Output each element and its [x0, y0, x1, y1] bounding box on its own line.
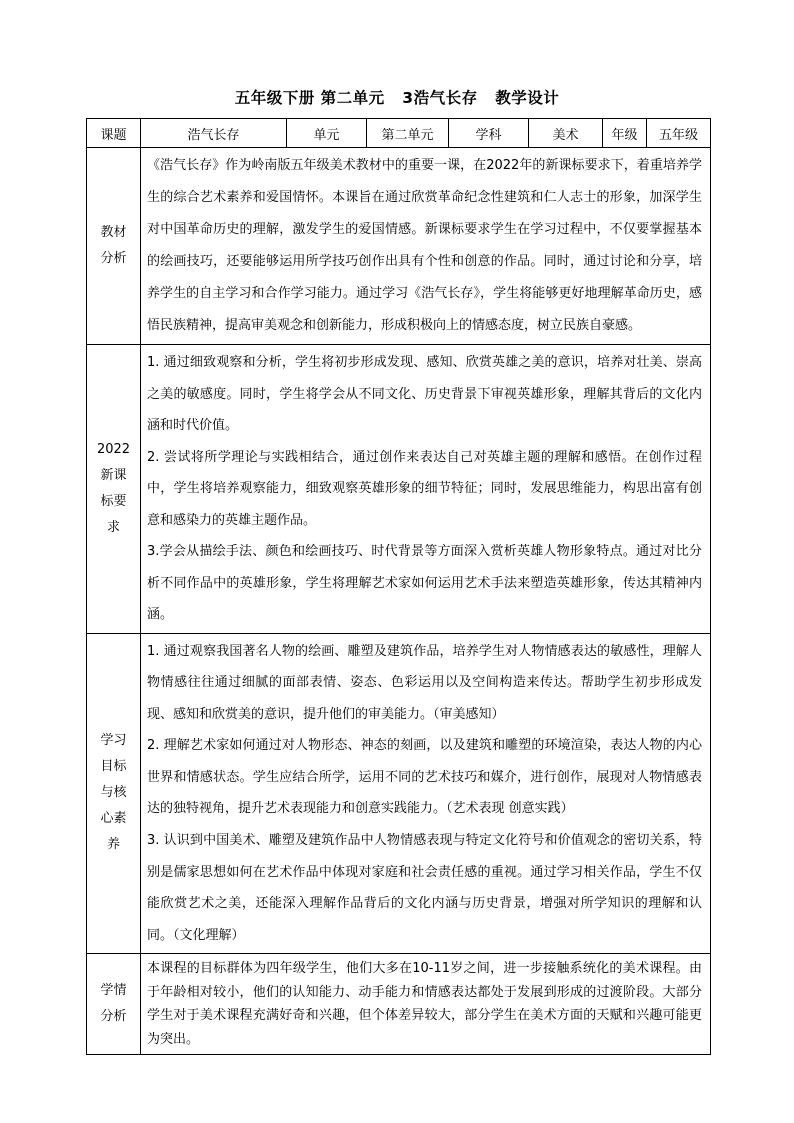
learner-analysis-row [87, 954, 711, 1055]
learner-analysis-label: 学情 分析 [87, 954, 141, 1055]
standards-content: 1. 通过细致观察和分析，学生将初步形成发现、感知、欣赏英雄之美的意识，培养对壮美、崇高之美的敏感度。同时，学生将学会从不同文化、历史背景下审视英雄形象，理解其背后的文化内涵和时代价值。 2. 尝试将所学理论与实践相结合，通过创作来表达自己对英雄主题的理解和感悟。在创作过程中，学生将培养观察能力，细致观察英雄形象的细节特征；同时，发展思维能力，构思出富有创意和感染力的英雄主题作品。 3.学会从描绘手法、颜色和绘画技巧、时代背景等方面深入赏析英雄人物形象特点。通过对比分析不同作品中的英雄形象，学生将理解艺术家如何运用艺术手法来塑造英雄形象，传达其精神内涵。 [141, 345, 711, 634]
objectives-label: 学习 目标 与核 心素 养 [87, 633, 141, 954]
header-row [87, 119, 711, 148]
standards-row [87, 345, 711, 634]
subject-label: 学科 [449, 119, 529, 148]
course-value: 浩气长存 [141, 119, 287, 148]
objectives-row [87, 633, 711, 954]
objectives-content: 1. 通过观察我国著名人物的绘画、雕塑及建筑作品，培养学生对人物情感表达的敏感性，理解人物情感往往通过细腻的面部表情、姿态、色彩运用以及空间构造来传达。帮助学生初步形成发现、感知和欣赏美的意识，提升他们的审美能力。（审美感知） 2. 理解艺术家如何通过对人物形态、神态的刻画，以及建筑和雕塑的环境渲染，表达人物的内心世界和情感状态。学生应结合所学，运用不同的艺术技巧和媒介，进行创作，展现对人物情感表达的独特视角，提升艺术表现能力和创意实践能力。（艺术表现 创意实践） 3. 认识到中国美术、雕塑及建筑作品中人物情感表现与特定文化符号和价值观念的密切关系，特别是儒家思想如何在艺术作品中体现对家庭和社会责任感的重视。通过学习相关作品，学生不仅能欣赏艺术之美，还能深入理解作品背后的文化内涵与历史背景，增强对所学知识的理解和认同。（文化理解） [141, 633, 711, 954]
course-label: 课题 [87, 119, 141, 148]
page-title: 五年级下册 第二单元 3浩气长存 教学设计 [234, 89, 560, 107]
standards-label: 2022 新课 标要 求 [87, 345, 141, 634]
lesson-plan-table [86, 118, 711, 1055]
unit-label: 单元 [287, 119, 367, 148]
material-analysis-row [87, 148, 711, 345]
learner-analysis-content: 本课程的目标群体为四年级学生，他们大多在10-11岁之间，进一步接触系统化的美术课程。由于年龄相对较小，他们的认知能力、动手能力和情感表达都处于发展到形成的过渡阶段。大部分学生对于美术课程充满好奇和兴趣，但个体差异较大，部分学生在美术方面的天赋和兴趣可能更为突出。 [141, 954, 711, 1055]
unit-value: 第二单元 [367, 119, 449, 148]
grade-value: 五年级 [647, 119, 711, 148]
grade-label: 年级 [603, 119, 647, 148]
material-analysis-content: 《浩气长存》作为岭南版五年级美术教材中的重要一课，在2022年的新课标要求下，着重培养学生的综合艺术素养和爱国情怀。本课旨在通过欣赏革命纪念性建筑和仁人志士的形象，加深学生对中国革命历史的理解，激发学生的爱国情感。新课标要求学生在学习过程中，不仅要掌握基本的绘画技巧，还要能够运用所学技巧创作出具有个性和创意的作品。同时，通过讨论和分享，培养学生的自主学习和合作学习能力。通过学习《浩气长存》，学生将能够更好地理解革命历史，感悟民族精神，提高审美观念和创新能力，形成积极向上的情感态度，树立民族自豪感。 [141, 148, 711, 345]
material-analysis-label: 教材 分析 [87, 148, 141, 345]
subject-value: 美术 [529, 119, 603, 148]
